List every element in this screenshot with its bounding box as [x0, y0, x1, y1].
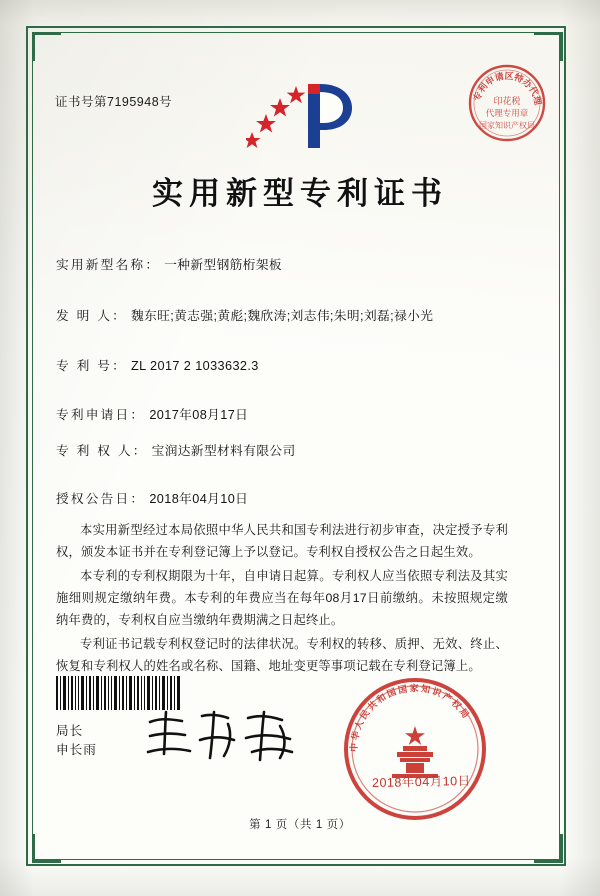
field-label: 专利申请日： — [56, 408, 146, 422]
field-utility-model-name — [56, 254, 282, 273]
field-label: 实用新型名称： — [56, 258, 161, 272]
field-value: 2017年08月17日 — [149, 408, 249, 422]
paragraph-legal-status: 专利证书记载专利权登记时的法律状况。专利权的转移、质押、无效、终止、恢复和专利权人的姓名或名称、国籍、地址变更等事项记载在专利登记簿上。 — [56, 637, 508, 673]
field-value: ZL 2017 2 1033632.3 — [131, 359, 259, 373]
svg-text:印花税: 印花税 — [493, 97, 521, 107]
svg-text:国家知识产权局: 国家知识产权局 — [479, 121, 535, 130]
field-patent-number — [56, 355, 259, 374]
paragraph-term-and-fees: 本专利的专利权期限为十年，自申请日起算。专利权人应当依照专利法及其实施细则规定缴纳年费。本专利的年费应当在每年08月17日前缴纳。未按照规定缴纳年费的，专利权自应当缴纳年费期满之日起终止。 — [56, 569, 508, 627]
field-value: 一种新型钢筋桁架板 — [164, 258, 283, 272]
field-label: 专 利 权 人： — [56, 444, 148, 458]
field-value: 2018年04月10日 — [149, 492, 249, 506]
certificate-number: 证书号第7195948号 — [55, 95, 173, 109]
field-label: 专 利 号： — [56, 359, 127, 373]
signature-block — [56, 722, 97, 760]
field-grant-announcement-date — [56, 488, 248, 507]
paper-shadow-right — [560, 0, 600, 896]
barcode-icon — [56, 676, 182, 710]
page-title: 实用新型专利证书 — [152, 176, 448, 212]
corner-ornament-top-right — [534, 32, 563, 61]
corner-ornament-top-left — [32, 32, 61, 61]
agency-seal-icon — [466, 62, 548, 144]
field-inventors — [56, 305, 433, 324]
svg-text:专利申请区特办代理: 专利申请区特办代理 — [472, 71, 543, 107]
national-ip-administration-seal-icon — [340, 674, 490, 824]
cnipa-logo-icon — [246, 78, 356, 158]
seal-date: 2018年04月10日 — [371, 773, 471, 791]
corner-ornament-bottom-left — [32, 834, 61, 863]
paragraph-grant-statement: 本实用新型经过本局依照中华人民共和国专利法进行初步审查，决定授予专利权，颁发本证书并在专利登记簿上予以登记。专利权自授权公告之日起生效。 — [56, 523, 508, 559]
paper-shadow-top — [0, 0, 600, 26]
svg-text:代理专用章: 代理专用章 — [485, 109, 529, 119]
field-label: 授权公告日： — [56, 492, 146, 506]
field-patentee — [56, 440, 296, 459]
director-title-label: 局长 — [56, 724, 84, 738]
page-number-footer: 第 1 页（共 1 页） — [249, 819, 351, 831]
svg-text:中华人民共和国国家知识产权局: 中华人民共和国国家知识产权局 — [349, 684, 472, 753]
corner-ornament-bottom-right — [534, 834, 563, 863]
field-application-date — [56, 404, 248, 423]
field-label: 发 明 人： — [56, 309, 127, 323]
field-value: 宝润达新型材料有限公司 — [151, 444, 296, 458]
field-value: 魏东旺;黄志强;黄彪;魏欣涛;刘志伟;朱明;刘磊;禄小光 — [131, 309, 434, 323]
director-name-label: 申长雨 — [56, 743, 97, 757]
director-signature-icon — [140, 706, 308, 768]
